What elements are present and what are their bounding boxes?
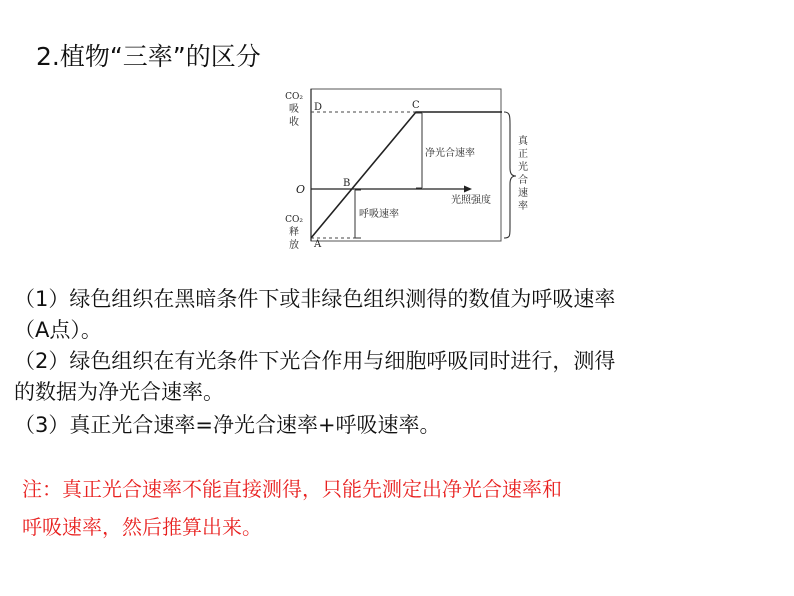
y-top-label-char1: 吸 <box>289 104 299 115</box>
true-rate-char: 光 <box>518 162 528 173</box>
point-d-label: D <box>314 102 323 113</box>
true-rate-char: 正 <box>518 149 528 160</box>
true-rate-char: 真 <box>518 136 528 147</box>
point-a-label: A <box>314 239 322 250</box>
origin-label: O <box>296 183 306 196</box>
photosynthesis-rate-diagram <box>276 86 536 254</box>
y-bottom-label-char2: 放 <box>289 240 299 251</box>
diagram-svg <box>276 86 536 254</box>
note-line-1: 注：真正光合速率不能直接测得，只能先测定出净光合速率和 <box>22 477 562 501</box>
x-axis-label: 光照强度 <box>451 195 491 206</box>
true-rate-brace <box>504 112 516 238</box>
true-rate-char: 率 <box>518 201 528 212</box>
net-rate-label: 净光合速率 <box>425 148 475 159</box>
note-line-2: 呼吸速率，然后推算出来。 <box>22 515 262 539</box>
true-rate-char: 合 <box>518 175 528 186</box>
paragraph-1-line-2: （A点）。 <box>14 318 102 342</box>
point-c-label: C <box>412 100 420 111</box>
paragraph-2-line-1: （2）绿色组织在有光条件下光合作用与细胞呼吸同时进行，测得 <box>14 349 616 373</box>
y-bottom-label-char1: 释 <box>289 227 299 238</box>
paragraph-3: （3）真正光合速率=净光合速率+呼吸速率。 <box>14 413 441 437</box>
y-bottom-label-co2: CO₂ <box>285 215 303 225</box>
point-b-label: B <box>343 178 351 189</box>
paragraph-1-line-1: （1）绿色组织在黑暗条件下或非绿色组织测得的数值为呼吸速率 <box>14 287 616 311</box>
x-axis-arrow <box>464 186 472 193</box>
y-top-label-char2: 收 <box>289 117 299 128</box>
resp-rate-label: 呼吸速率 <box>359 209 399 220</box>
paragraph-2-line-2: 的数据为净光合速率。 <box>14 380 224 404</box>
true-rate-char: 速 <box>518 188 528 199</box>
y-top-label-co2: CO₂ <box>285 92 303 102</box>
page-title: 2.植物“三率”的区分 <box>36 42 261 71</box>
rate-curve <box>311 112 502 238</box>
